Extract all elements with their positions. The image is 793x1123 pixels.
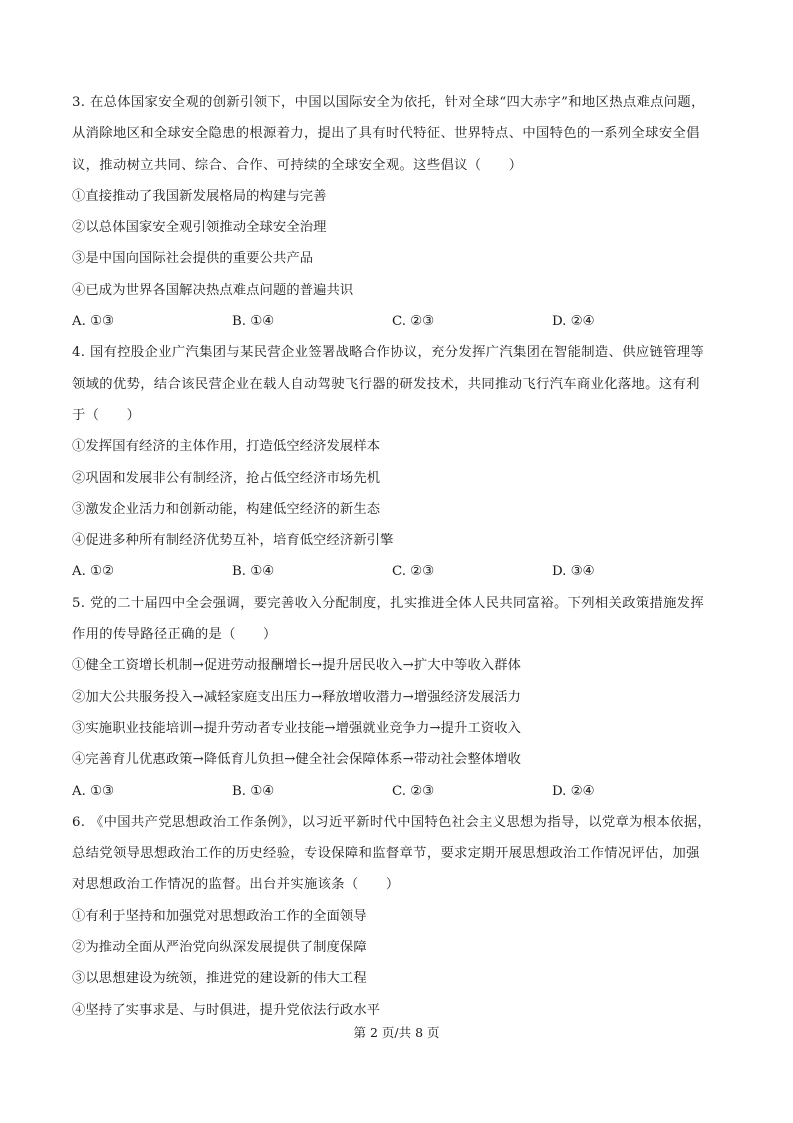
question-5 [72,594,722,802]
option-d[interactable]: D. ②④ [552,314,595,330]
statement-item: ④促进多种所有制经济优势互补，培育低空经济新引擎 [72,533,394,549]
statement-item: ①直接推动了我国新发展格局的构建与完善 [72,188,327,204]
statement-item: ④坚持了实事求是、与时俱进，提升党依法行政水平 [72,1002,381,1018]
option-a[interactable]: A. ①③ [72,783,114,799]
statement-item: ②加大公共服务投入→减轻家庭支出压力→释放增收潜力→增强经济发展活力 [72,689,522,705]
question-list [72,93,722,1032]
question-stem [72,93,722,176]
stem-line: 对思想政治工作情况的监督。出台并实施该条（ ） [72,877,400,893]
option-d[interactable]: D. ②④ [552,783,595,799]
page-number: 第 2 页/共 8 页 [353,1025,440,1040]
statement-item: ③是中国向国际社会提供的重要公共产品 [72,251,314,267]
statement-item: ①发挥国有经济的主体作用，打造低空经济发展样本 [72,439,381,455]
statement-item: ④完善育儿优惠政策→降低育儿负担→健全社会保障体系→带动社会整体增收 [72,752,522,768]
question-stem [72,594,722,645]
answer-options [72,312,722,332]
stem-line: 于（ ） [72,407,141,423]
stem-line: 议，推动树立共同、综合、合作、可持续的全球安全观。这些倡议（ ） [72,157,523,173]
stem-line: 作用的传导路径正确的是（ ） [72,627,277,643]
statement-item: ④已成为世界各国解决热点难点问题的普遍共识 [72,282,354,298]
stem-line: 6. 《中国共产党思想政治工作条例》，以习近平新时代中国特色社会主义思想为指导，以党章为根本依据， [72,814,712,830]
statement-item: ①健全工资增长机制→促进劳动报酬增长→提升居民收入→扩大中等收入群体 [72,658,522,674]
stem-line: 从消除地区和全球安全隐患的根源着力，提出了具有时代特征、世界特点、中国特色的一系列全球安全倡 [72,126,700,142]
statement-item: ②为推动全面从严治党向纵深发展提供了制度保障 [72,940,367,956]
option-c[interactable]: C. ②③ [392,314,434,330]
answer-options [72,562,722,582]
question-4 [72,343,722,582]
question-stem [72,343,722,426]
stem-line: 5. 党的二十届四中全会强调，要完善收入分配制度，扎实推进全体人民共同富裕。下列相关政策措施发挥 [72,595,705,611]
option-b[interactable]: B. ①④ [232,564,275,580]
option-b[interactable]: B. ①④ [232,314,275,330]
statement-item: ②巩固和发展非公有制经济，抢占低空经济市场先机 [72,470,381,486]
answer-options [72,782,722,802]
stem-line: 3. 在总体国家安全观的创新引领下，中国以国际安全为依托，针对全球“四大赤字”和地区热点难点问题， [72,95,705,110]
option-c[interactable]: C. ②③ [392,564,434,580]
question-6 [72,813,722,1021]
option-a[interactable]: A. ①③ [72,314,114,330]
statement-item: ③激发企业活力和创新动能，构建低空经济的新生态 [72,501,381,517]
statement-item: ①有利于坚持和加强党对思想政治工作的全面领导 [72,908,367,924]
option-b[interactable]: B. ①④ [232,783,275,799]
option-a[interactable]: A. ①② [72,564,114,580]
option-d[interactable]: D. ③④ [552,564,595,580]
statement-item: ②以总体国家安全观引领推动全球安全治理 [72,220,327,236]
question-stem [72,813,722,896]
stem-line: 4. 国有控股企业广汽集团与某民营企业签署战略合作协议，充分发挥广汽集团在智能制造、供应链管理等 [72,345,705,361]
statement-item: ③以思想建设为统领，推进党的建设新的伟大工程 [72,971,367,987]
question-3 [72,93,722,332]
stem-line: 总结党领导思想政治工作的历史经验，专设保障和监督章节，要求定期开展思想政治工作情况评估，加强 [72,846,700,862]
option-c[interactable]: C. ②③ [392,783,434,799]
stem-line: 领域的优势，结合该民营企业在载人自动驾驶飞行器的研发技术，共同推动飞行汽车商业化落地。这有利 [72,376,700,392]
statement-item: ③实施职业技能培训→提升劳动者专业技能→增强就业竞争力→提升工资收入 [72,720,522,736]
